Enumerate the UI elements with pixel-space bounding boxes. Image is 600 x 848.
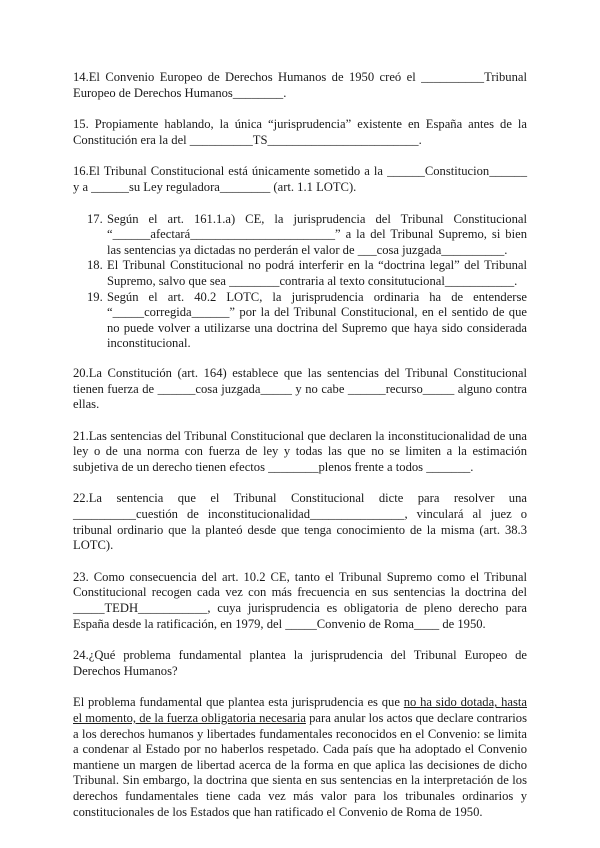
list-item [73, 290, 527, 352]
question-21: 21.Las sentencias del Tribunal Constitucional que declaren la inconstitucionalidad de una ley o de una norma con fuerza de ley y todas las que no se limiten a la estimación subjetiva de un derecho tienen efectos ________plenos frente a todos _______. [73, 428, 527, 474]
question-20: 20.La Constitución (art. 164) establece que las sentencias del Tribunal Constitucional tienen fuerza de ______cosa juzgada_____ y no cabe ______recurso_____ alguno contra ellas. [73, 365, 527, 412]
question-16: 16.El Tribunal Constitucional está únicamente sometido a la ______Constitucion______ y a ______su Ley reguladora________ (art. 1.1 LOTC). [73, 164, 527, 194]
answer-rest: para anular los actos que declare contrarios a los derechos humanos y libertades fundamentales reconocidos en el Convenio: se limita a condenar al Estado por no haberlos respetado. Cada país que ha adoptado el Convenio mantiene un margen de libertad acerca de la forma en que aplica las decisiones de dicho Tribunal. Sin embargo, la doctrina que sienta en sus sentencias en la interpretación de los derechos fundamentales tiene cada vez más valor para los tribunales ordinarios y constitucionales de los Estados que han ratificado el Convenio de Roma de 1950. [73, 711, 527, 819]
list-item [73, 258, 527, 289]
answer-underlined: no ha sido dotada, hasta el momento, de la fuerza obligatoria necesaria [73, 695, 527, 725]
list-item-number: 19. [87, 289, 103, 304]
question-23: 23. Como consecuencia del art. 10.2 CE, tanto el Tribunal Supremo como el Tribunal Constitucional recogen cada vez con más frecuencia en sus sentencias la doctrina del _____TEDH___________, cuya jurisprudencia es obligatoria de pleno derecho para España desde la ratificación, en 1979, del _____Convenio de Roma____ de 1950. [73, 569, 527, 631]
question-22: 22.La sentencia que el Tribunal Constitucional dicte para resolver una __________cuestión de inconstitucionalidad_______________, vinculará al juez o tribunal ordinario que la planteó desde que tenga conocimiento de la misma (art. 38.3 LOTC). [73, 491, 527, 553]
list-item [73, 212, 527, 259]
numbered-list [73, 212, 527, 352]
question-24: 24.¿Qué problema fundamental plantea la jurisprudencia del Tribunal Europeo de Derechos Humanos? [73, 648, 527, 678]
question-15: 15. Propiamente hablando, la única “jurisprudencia” existente en España antes de la Constitución era la del __________TS________________________. [73, 117, 527, 147]
list-item-number: 17. [87, 211, 103, 226]
document-page [73, 70, 527, 820]
question-14: 14.El Convenio Europeo de Derechos Humanos de 1950 creó el __________Tribunal Europeo de Derechos Humanos________. [73, 70, 527, 100]
list-item-text: El Tribunal Constitucional no podrá interferir en la “doctrina legal” del Tribunal Supremo, salvo que sea ________contraria al texto consitutucional___________. [107, 258, 527, 288]
list-item-number: 18. [87, 258, 103, 273]
answer-paragraph [73, 695, 527, 820]
answer-lead: El problema fundamental que plantea esta jurisprudencia es que [73, 695, 404, 710]
list-item-text: Según el art. 40.2 LOTC, la jurisprudencia ordinaria ha de entenderse “_____corregida______” por la del Tribunal Constitucional, en el sentido de que no puede volver a utilizarse una doctrina del Supremo que haya sido considerada inconstitucional. [107, 289, 527, 351]
list-item-text: Según el art. 161.1.a) CE, la jurisprudencia del Tribunal Constitucional “______afectará_______________________” a la del Tribunal Supremo, si bien las sentencias ya dictadas no perderán el valor de ___cosa juzgada__________. [107, 211, 527, 257]
